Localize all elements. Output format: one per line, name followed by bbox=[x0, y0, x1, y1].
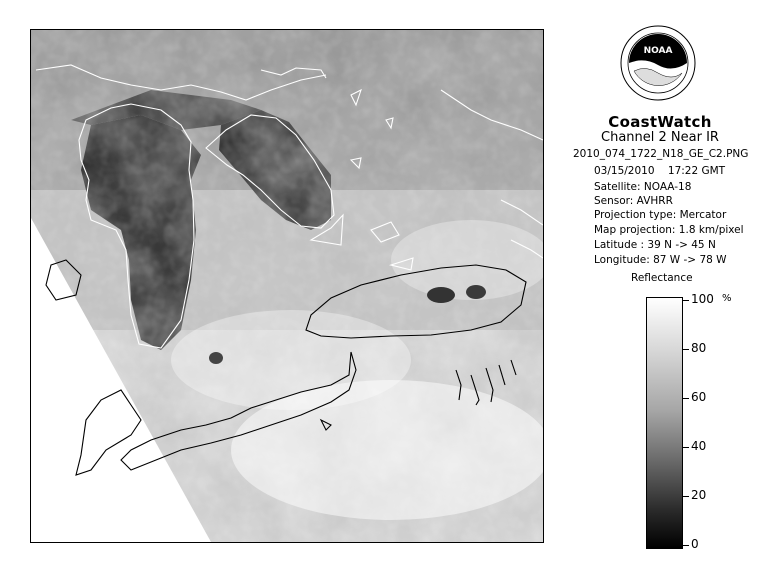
scale-tick-label: 100 bbox=[691, 292, 714, 306]
dark-patch bbox=[466, 285, 486, 299]
scale-tick bbox=[683, 349, 689, 350]
noaa-logo-icon bbox=[620, 25, 696, 101]
sensor-label: Sensor: AVHRR bbox=[594, 195, 673, 207]
scale-tick-label: 20 bbox=[691, 488, 707, 502]
map-canvas bbox=[31, 30, 543, 542]
dark-patch bbox=[427, 287, 455, 303]
svg-text:NOAA: NOAA bbox=[643, 46, 673, 56]
scale-tick-label: 60 bbox=[691, 390, 707, 404]
legend-unit: % bbox=[722, 293, 732, 304]
scale-tick bbox=[683, 545, 689, 546]
scale-tick-label: 0 bbox=[691, 537, 699, 551]
longitude-label: Longitude: 87 W -> 78 W bbox=[594, 254, 727, 266]
scale-tick-label: 80 bbox=[691, 341, 707, 355]
date-label: 03/15/2010 bbox=[594, 165, 655, 177]
scale-tick-label: 40 bbox=[691, 439, 707, 453]
scale-tick bbox=[683, 496, 689, 497]
projection-type-label: Projection type: Mercator bbox=[594, 209, 727, 221]
scale-tick bbox=[683, 447, 689, 448]
channel-subtitle: Channel 2 Near IR bbox=[601, 130, 719, 145]
dark-patch bbox=[209, 352, 223, 364]
satellite-map bbox=[30, 29, 544, 543]
satellite-label: Satellite: NOAA-18 bbox=[594, 181, 692, 193]
filename-label: 2010_074_1722_N18_GE_C2.PNG bbox=[573, 148, 749, 160]
datetime-label bbox=[594, 166, 725, 177]
time-label: 17:22 GMT bbox=[667, 165, 726, 177]
app-title: CoastWatch bbox=[608, 113, 712, 131]
reflectance-scale-bar bbox=[646, 297, 683, 549]
scale-tick bbox=[683, 300, 689, 301]
legend-title: Reflectance bbox=[631, 272, 693, 284]
map-projection-label: Map projection: 1.8 km/pixel bbox=[594, 224, 744, 236]
scale-tick bbox=[683, 398, 689, 399]
latitude-label: Latitude : 39 N -> 45 N bbox=[594, 239, 716, 251]
